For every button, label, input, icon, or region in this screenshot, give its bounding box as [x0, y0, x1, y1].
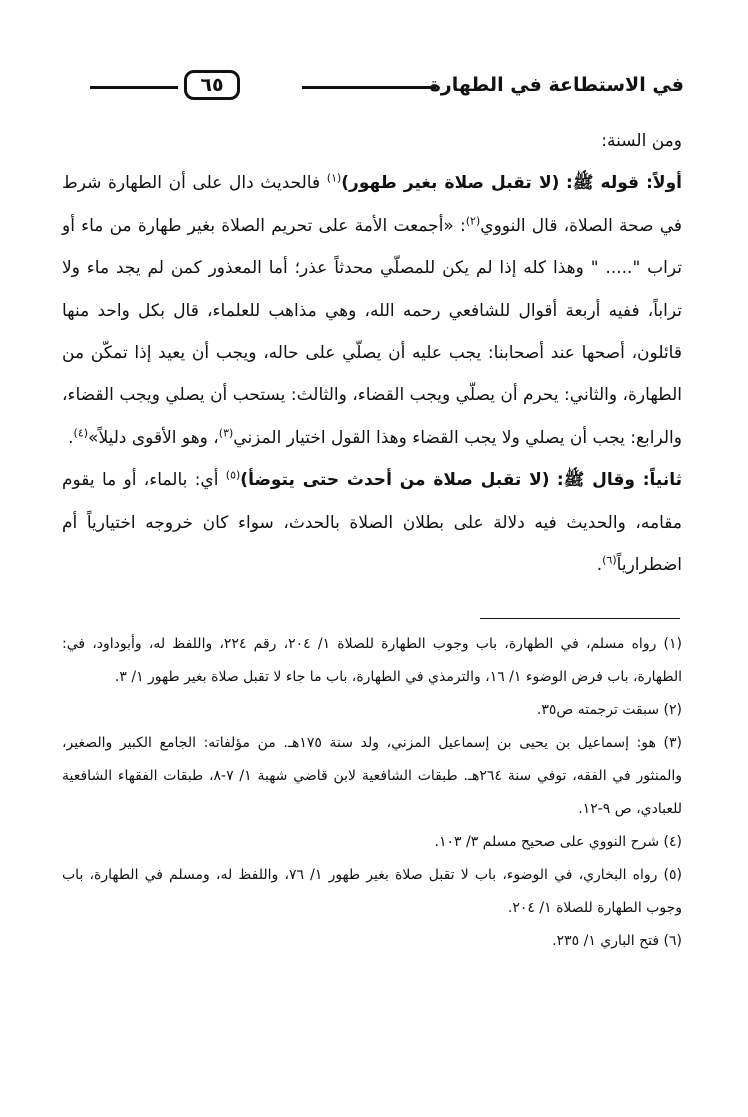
- footnote-number: (٦): [663, 933, 682, 949]
- p2-text: أي: بالماء، أو ما يقوم مقامه، والحديث فيه دلالة على بطلان الصلاة بالحدث، سواء كان خروجه اختيارياً أم اضطرارياً: [62, 470, 682, 576]
- footnote-ref: (١): [326, 171, 342, 185]
- footnote-number: (٣): [663, 735, 682, 751]
- main-text: [62, 120, 682, 586]
- p1-text-c: ، وهو الأقوى دليلاً»: [88, 427, 219, 448]
- footnote-5: [62, 859, 682, 925]
- footnote-ref: (٢): [465, 214, 481, 228]
- footnote-number: (٤): [663, 834, 682, 850]
- footnote-separator: [480, 618, 680, 619]
- p1-text-a: فالحديث دال على أن الطهارة شرط في صحة الصلاة، قال النووي: [62, 173, 683, 236]
- page-header: [72, 68, 684, 106]
- footnote-ref: (٤): [73, 426, 89, 440]
- footnote-text: هو: إسماعيل بن يحيى بن إسماعيل المزني، ولد سنة ١٧٥هـ. من مؤلفاته: الجامع الكبير والصغير، والمنثور في الفقه، توفي سنة ٢٦٤هـ. طبقات الشافعية لابن قاضي شهبة ١/ ٧-٨، طبقات الفقهاء الشافعية للعبادي، ص ٩-١٢.: [62, 735, 682, 817]
- header-rule-middle: [302, 86, 436, 89]
- p1-end: .: [68, 427, 74, 448]
- footnotes: [62, 628, 682, 958]
- footnote-6: [62, 925, 682, 958]
- footnote-2: [62, 694, 682, 727]
- footnote-1: [62, 628, 682, 694]
- footnote-text: شرح النووي على صحيح مسلم ٣/ ١٠٣.: [434, 834, 660, 850]
- header-rule-left: [90, 86, 178, 89]
- footnote-ref: (٦): [602, 553, 617, 567]
- footnote-text: سبقت ترجمته ص٣٥.: [536, 702, 660, 718]
- p2-hadith-quote: (لا تقبل صلاة من أحدث حتى يتوضأ): [240, 470, 550, 491]
- p1-lead: أولاً: قوله ﷺ:: [566, 173, 682, 194]
- footnote-text: فتح الباري ١/ ٢٣٥.: [552, 933, 660, 949]
- footnote-ref: (٣): [218, 426, 234, 440]
- footnote-number: (٢): [663, 702, 682, 718]
- paragraph-2: [62, 459, 682, 586]
- footnote-4: [62, 826, 682, 859]
- intro-line: ومن السنة:: [601, 131, 682, 151]
- p1-hadith-quote: (لا تقبل صلاة بغير طهور): [341, 173, 560, 194]
- footnote-text: رواه البخاري، في الوضوء، باب لا تقبل صلاة بغير طهور ١/ ٧٦، واللفظ له، ومسلم في الطهارة، باب وجوب الطهارة للصلاة ١/ ٢٠٤.: [62, 867, 682, 916]
- footnote-3: [62, 727, 682, 826]
- footnote-number: (٥): [663, 867, 683, 883]
- paragraph-1: [62, 162, 682, 459]
- p2-end: .: [596, 555, 603, 576]
- footnote-ref: (٥): [225, 468, 241, 482]
- p1-text-b: : «أجمعت الأمة على تحريم الصلاة بغير طهارة من ماء أو تراب "..... " وهذا كله إذا لم يكن للمصلّي محدثاً عذر؛ أما المعذور كمن لم يجد ماء ولا تراباً، ففيه أربعة أقوال للشافعي رحمه الله، وهي مذاهب للعلماء، قال بكل واحد منها قائلون، أصحها عند أصحابنا: يجب عليه أن يصلّي على حاله، ويجب أن يعيد إذا تمكّن من الطهارة، والثاني: يحرم أن يصلّي ويجب القضاء، والثالث: يستحب أن يصلي ويجب القضاء، والرابع: يجب أن يصلي ولا يجب القضاء وهذا القول اختيار المزني: [62, 215, 682, 448]
- footnote-number: (١): [663, 636, 682, 652]
- footnote-text: رواه مسلم، في الطهارة، باب وجوب الطهارة للصلاة ١/ ٢٠٤، رقم ٢٢٤، واللفظ له، وأبوداود، في: الطهارة، باب فرض الوضوء ١/ ١٦، والترمذي في الطهارة، باب ما جاء لا تقبل صلاة بغير طهور ١/ ٣.: [62, 636, 682, 685]
- running-title: في الاستطاعة في الطهارة: [429, 74, 684, 96]
- page-number: ٦٥: [184, 70, 240, 100]
- p2-lead: ثانياً: وقال ﷺ:: [556, 470, 683, 491]
